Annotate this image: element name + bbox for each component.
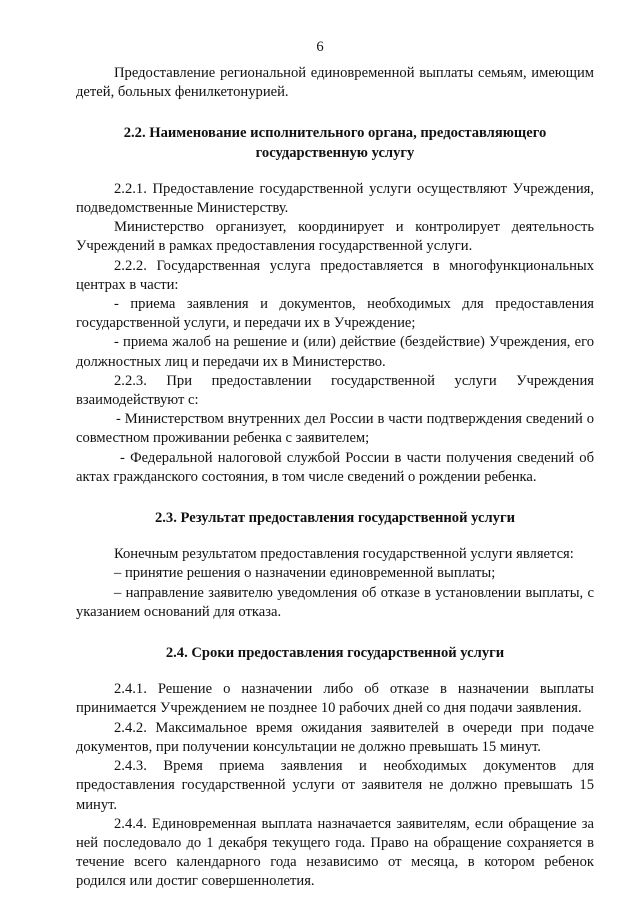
paragraph: 2.4.1. Решение о назначении либо об отказе в назначении выплаты принимается Учреждением не позднее 10 рабочих дней со дня подачи заявления. [76, 681, 594, 717]
section-2-2-body [76, 180, 594, 487]
section-2-4-heading: 2.4. Сроки предоставления государственной услуги [165, 645, 505, 662]
intro-paragraph: Предоставление региональной единовременной выплаты семьям, имеющим детей, больных фенилкетонурией. [76, 65, 594, 101]
paragraph: 2.4.3. Время приема заявления и необходимых документов для предоставления государственной услуги от заявителя не должно превышать 15 минут. [76, 758, 594, 813]
paragraph: 2.2.1. Предоставление государственной услуги осуществляют Учреждения, подведомственные Министерству. [76, 180, 594, 217]
list-item: - приема жалоб на решение и (или) действие (бездействие) Учреждения, его должностных лиц и передачи их в Министерство. [76, 334, 594, 370]
list-item: - Федеральной налоговой службой России в части получения сведений об актах гражданского состояния, в том числе сведений о рождении ребенка. [76, 449, 594, 485]
list-item: – направление заявителю уведомления об отказе в установлении выплаты, с указанием оснований для отказа. [76, 584, 594, 620]
paragraph: 2.2.3. При предоставлении государственной услуги Учреждения взаимодействуют с: [76, 372, 594, 409]
paragraph: 2.2.2. Государственная услуга предоставляется в многофункциональных центрах в части: [76, 257, 594, 293]
paragraph: 2.4.2. Максимальное время ожидания заявителей в очереди при подаче документов, при получении консультации не должно превышать 15 минут. [76, 719, 594, 755]
list-item: - Министерством внутренних дел России в части подтверждения сведений о совместном проживании ребенка с заявителем; [76, 411, 594, 447]
list-item: - приема заявления и документов, необходимых для предоставления государственной услуги, и передачи их в Учреждение; [76, 296, 594, 332]
section-2-4-body [76, 680, 594, 891]
section-2-3-body [76, 545, 594, 622]
document-body [76, 64, 594, 892]
paragraph: 2.4.4. Единовременная выплата назначается заявителям, если обращение за ней последовало до 1 декабря текущего года. Право на обращение сохраняется в течение всего календарного года независимо от месяца, в котором ребенок родился или достиг совершеннолетия. [76, 815, 594, 890]
paragraph: Конечным результатом предоставления государственной услуги является: [114, 546, 574, 563]
section-2-2-heading: 2.2. Наименование исполнительного органа, предоставляющего государственную услугу [123, 125, 547, 161]
paragraph: Министерство организует, координирует и контролирует деятельность Учреждений в рамках предоставления государственной услуги. [76, 219, 594, 255]
section-2-3-heading: 2.3. Результат предоставления государственной услуги [154, 510, 516, 527]
list-item: – принятие решения о назначении единовременной выплаты; [114, 565, 496, 582]
page-number: 6 [316, 39, 324, 55]
